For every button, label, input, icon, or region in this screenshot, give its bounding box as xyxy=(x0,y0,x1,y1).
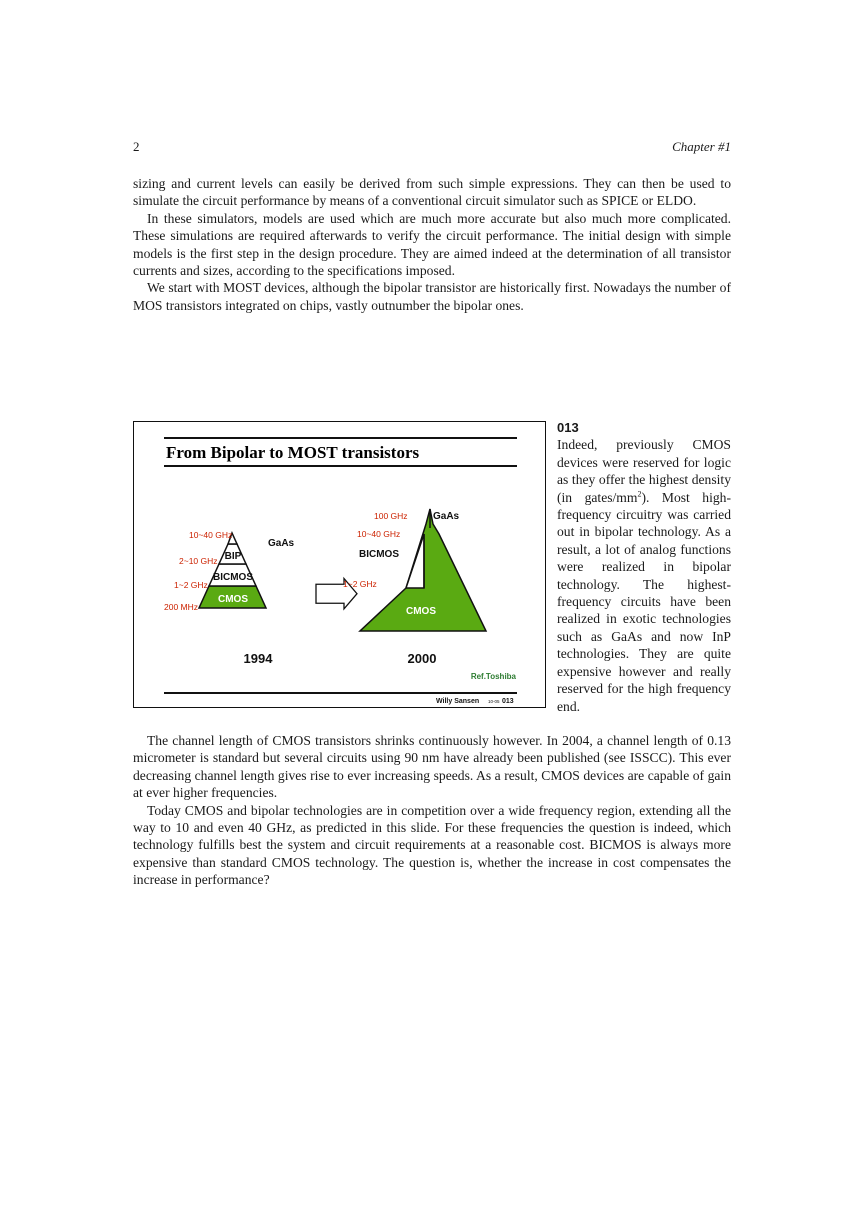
paragraph: Today CMOS and bipolar technologies are in competition over a wide frequency region, extending all the way to 10 and even 40 GHz, as predicted in this slide. For these frequencies the question is indeed, which technology fulfills best the system and circuit requirements at a reasonable cost. BICMOS is always more expensive than standard CMOS technology. The question is, whether the increase in cost compensates the increase in performance? xyxy=(133,802,731,888)
footer-small: 10-05 xyxy=(488,699,500,704)
page-number: 2 xyxy=(133,139,140,154)
year-label: 2000 xyxy=(407,651,437,666)
superscript: 2 xyxy=(637,489,642,499)
layer-label: BICMOS xyxy=(213,572,253,583)
paragraph: The channel length of CMOS transistors shrinks continuously however. In 2004, a channel length of 0.13 micrometer is standard but several circuits using 90 nm have already been published (see ISSCC). This ever decreasing channel length gives rise to ever increasing speeds. As a result, CMOS devices are capable of gain at ever higher frequencies. xyxy=(133,733,731,801)
freq-label: 2~10 GHz xyxy=(179,556,218,566)
pyramid-1994 xyxy=(164,530,295,666)
caption-slide-number: 013 xyxy=(557,420,579,435)
reference-label: Ref.Toshiba xyxy=(470,672,516,681)
paragraph: We start with MOST devices, although the bipolar transistor are historically first. Nowadays the number of MOS transistors integrated on chips, vastly outnumber the bipolar ones. xyxy=(133,280,731,313)
layer-label: BICMOS xyxy=(359,549,399,560)
freq-label: 200 MHz xyxy=(164,602,199,612)
caption-text xyxy=(557,436,731,715)
bottom-text-block xyxy=(133,732,731,889)
slide-title: From Bipolar to MOST transistors xyxy=(166,443,420,462)
layer-label: GaAs xyxy=(268,538,295,549)
chapter-title: Chapter #1 xyxy=(672,139,731,154)
freq-label: 1~2 GHz xyxy=(174,580,208,590)
footer-author: Willy Sansen xyxy=(436,698,480,705)
caption-text-part: ). Most high-frequency circuitry was carried out in bipolar technology. As a result, a lot of analog functions were realized in bipolar technology. The highest-frequency circuits have been realized in exotic technologies such as GaAs and now InP technologies. They are quite expensive however and really reserved for the high frequency end. xyxy=(557,489,731,714)
slide-figure xyxy=(133,421,546,708)
freq-label: 10~40 GHz xyxy=(357,529,401,539)
running-header xyxy=(133,138,731,156)
layer-label: BIP xyxy=(224,551,242,562)
pyramid-2000 xyxy=(343,509,486,666)
layer-bicmos-2000 xyxy=(406,534,424,588)
freq-label: 10~40 GHz xyxy=(189,530,233,540)
layer-label: CMOS xyxy=(218,594,248,605)
footer-slide-number: 013 xyxy=(502,698,514,705)
slide-caption xyxy=(557,419,731,715)
caption-text-part: Indeed, previously CMOS devices were reserved for logic as they offer the highest density (in gates/mm xyxy=(557,437,731,505)
paragraph: sizing and current levels can easily be derived from such simple expressions. They can then be used to simulate the circuit performance by means of a conventional circuit simulator such as SPICE or ELDO. xyxy=(133,176,731,209)
year-label: 1994 xyxy=(243,651,273,666)
paragraph: In these simulators, models are used which are much more accurate but also much more complicated. These simulations are required afterwards to verify the circuit performance. The initial design with simple models is the first step in the design procedure. They are aimed indeed at the determination of all transistor currents and sizes, according to the specifications imposed. xyxy=(133,210,731,279)
layer-label: GaAs xyxy=(433,511,460,522)
top-text-block xyxy=(133,175,731,314)
slide-drawing xyxy=(134,422,545,707)
layer-label: CMOS xyxy=(406,606,436,617)
freq-label: 100 GHz xyxy=(374,511,408,521)
freq-label: 1~2 GHz xyxy=(343,579,377,589)
